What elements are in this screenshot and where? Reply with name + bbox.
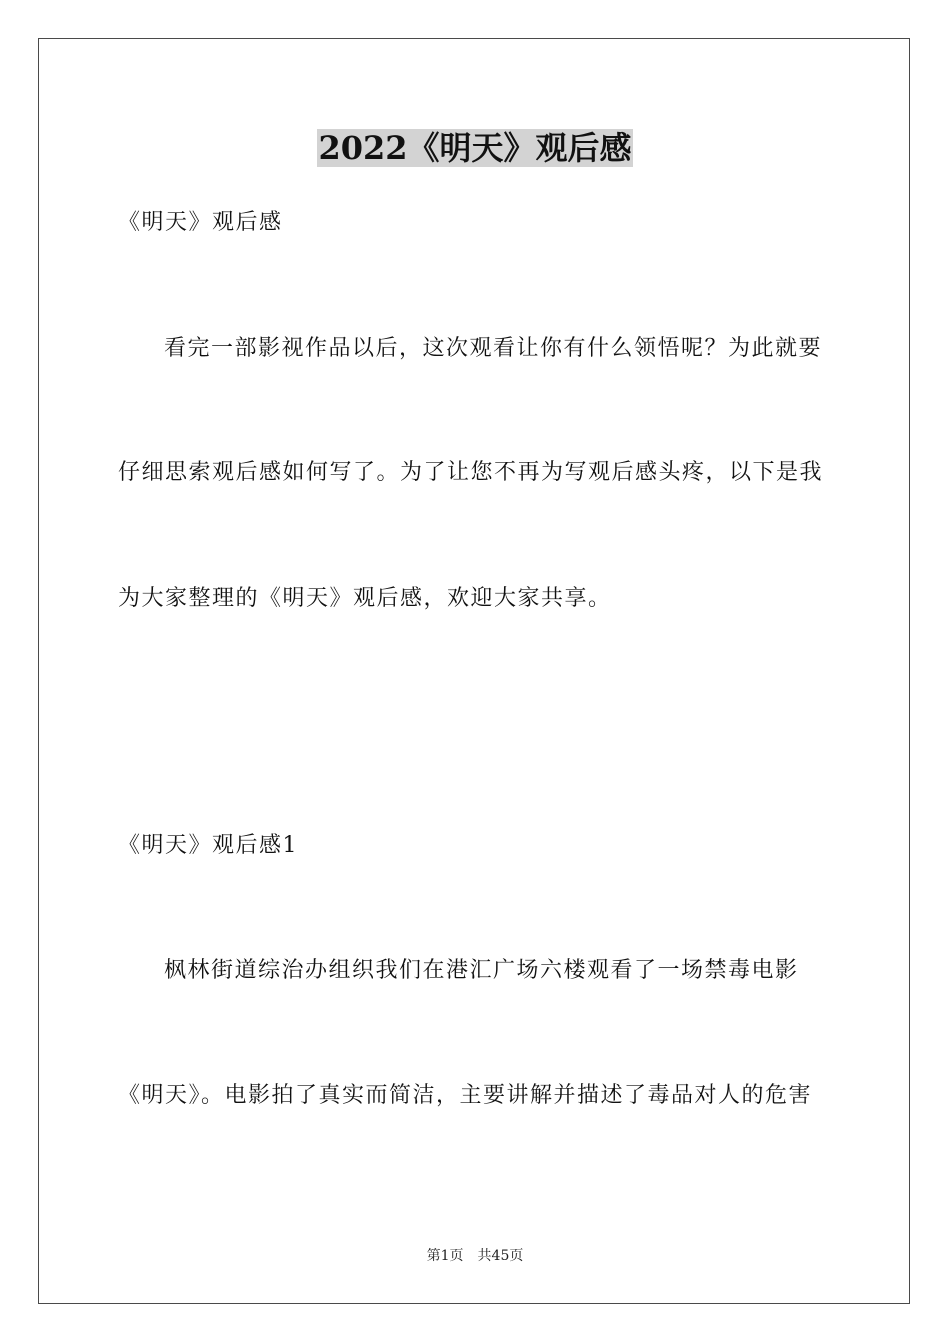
paragraph-line: 为大家整理的《明天》观后感，欢迎大家共享。 (118, 586, 612, 611)
paragraph-line: 枫林街道综治办组织我们在港汇广场六楼观看了一场禁毒电影 (164, 958, 799, 983)
section-heading: 《明天》观后感1 (118, 833, 298, 858)
page-number-total: 共45页 (477, 1248, 524, 1264)
document-title (0, 126, 950, 170)
paragraph-line: 仔细思索观后感如何写了。为了让您不再为写观后感头疼，以下是我 (118, 460, 824, 485)
page-footer (0, 1246, 950, 1266)
paragraph-line: 看完一部影视作品以后，这次观看让你有什么领悟呢？为此就要 (164, 336, 823, 361)
document-title-text: 2022《明天》观后感 (318, 129, 632, 167)
paragraph-line: 《明天》。电影拍了真实而简洁，主要讲解并描述了毒品对人的危害 (118, 1083, 813, 1108)
page-number-current: 第1页 (426, 1248, 464, 1264)
section-heading: 《明天》观后感 (118, 210, 283, 235)
